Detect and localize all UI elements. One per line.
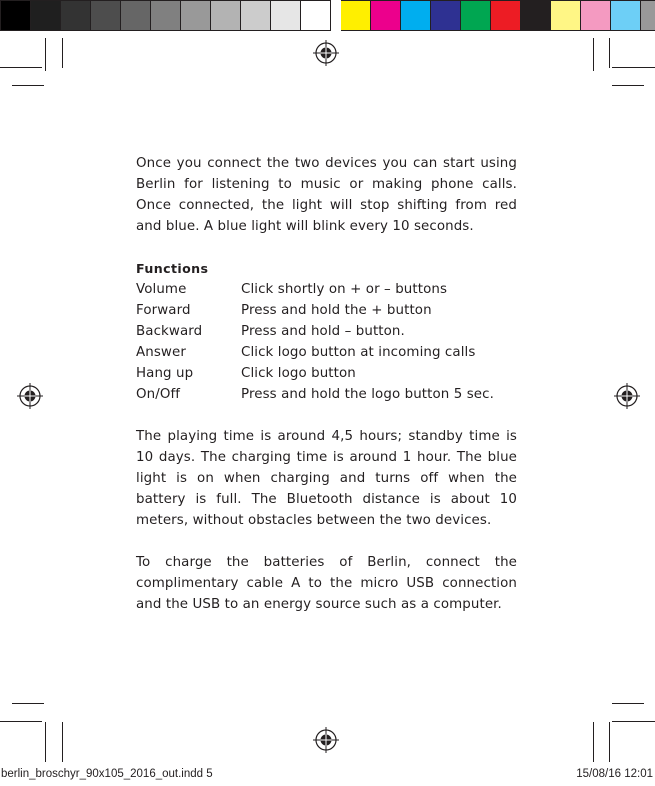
- function-desc: Click shortly on + or – buttons: [241, 282, 448, 297]
- swatch-k100: [0, 0, 31, 31]
- function-row-hang-up: [136, 363, 517, 384]
- swatch-green: [461, 0, 491, 31]
- swatch-k30: [211, 0, 241, 31]
- swatch-light-cyan: [611, 0, 641, 31]
- function-row-on-off: [136, 384, 517, 405]
- function-row-answer: [136, 342, 517, 363]
- swatch-k70: [91, 0, 121, 31]
- swatch-k10: [271, 0, 301, 31]
- function-name: Forward: [136, 303, 191, 318]
- function-desc: Press and hold the + button: [241, 303, 432, 318]
- swatch-blue: [431, 0, 461, 31]
- footer-filename: berlin_broschyr_90x105_2016_out.indd 5: [1, 768, 213, 780]
- swatch-k40: [181, 0, 211, 31]
- registration-mark-top: [313, 40, 339, 66]
- function-desc: Click logo button at incoming calls: [241, 345, 476, 360]
- intro-paragraph: Once you connect the two devices you can start using Berlin for listening to music or making phone calls. Once connected, the light will stop shifting from red and blue. A blue light will blink every 10 seconds.: [136, 156, 517, 234]
- functions-heading: Functions: [136, 261, 209, 276]
- swatch-magenta: [371, 0, 401, 31]
- footer-date: 15/08/16 12:01: [576, 768, 653, 780]
- function-name: On/Off: [136, 387, 181, 402]
- function-desc: Press and hold – button.: [241, 324, 405, 339]
- function-row-backward: [136, 321, 517, 342]
- function-name: Backward: [136, 324, 203, 339]
- function-desc: Click logo button: [241, 366, 356, 381]
- functions-list: [136, 279, 517, 405]
- function-name: Hang up: [136, 366, 194, 381]
- swatch-k20: [241, 0, 271, 31]
- swatch-k0: [301, 0, 331, 31]
- swatch-red: [491, 0, 521, 31]
- function-name: Volume: [136, 282, 187, 297]
- swatch-k80: [61, 0, 91, 31]
- swatch-k60: [121, 0, 151, 31]
- function-row-volume: [136, 279, 517, 300]
- registration-mark-right: [614, 383, 640, 409]
- swatch-pink: [581, 0, 611, 31]
- swatch-cyan: [401, 0, 431, 31]
- charging-paragraph: To charge the batteries of Berlin, connect the complimentary cable A to the micro USB connection and the USB to an energy source such as a computer.: [136, 555, 517, 612]
- swatch-k50: [151, 0, 181, 31]
- function-row-forward: [136, 300, 517, 321]
- swatch-k90: [31, 0, 61, 31]
- swatch-black: [521, 0, 551, 31]
- function-desc: Press and hold the logo button 5 sec.: [241, 387, 494, 402]
- registration-mark-bottom: [313, 727, 339, 753]
- swatch-light-yellow: [551, 0, 581, 31]
- battery-paragraph: The playing time is around 4,5 hours; standby time is 10 days. The charging time is around 1 hour. The blue light is on when charging and turns off when the battery is full. The Bluetooth distance is about 10 meters, without obstacles between the two devices.: [136, 429, 517, 528]
- printer-color-bar: [0, 0, 655, 31]
- swatch-grey: [641, 0, 655, 31]
- function-name: Answer: [136, 345, 186, 360]
- registration-mark-left: [17, 383, 43, 409]
- swatch-yellow: [341, 0, 371, 31]
- page-body: [136, 153, 517, 615]
